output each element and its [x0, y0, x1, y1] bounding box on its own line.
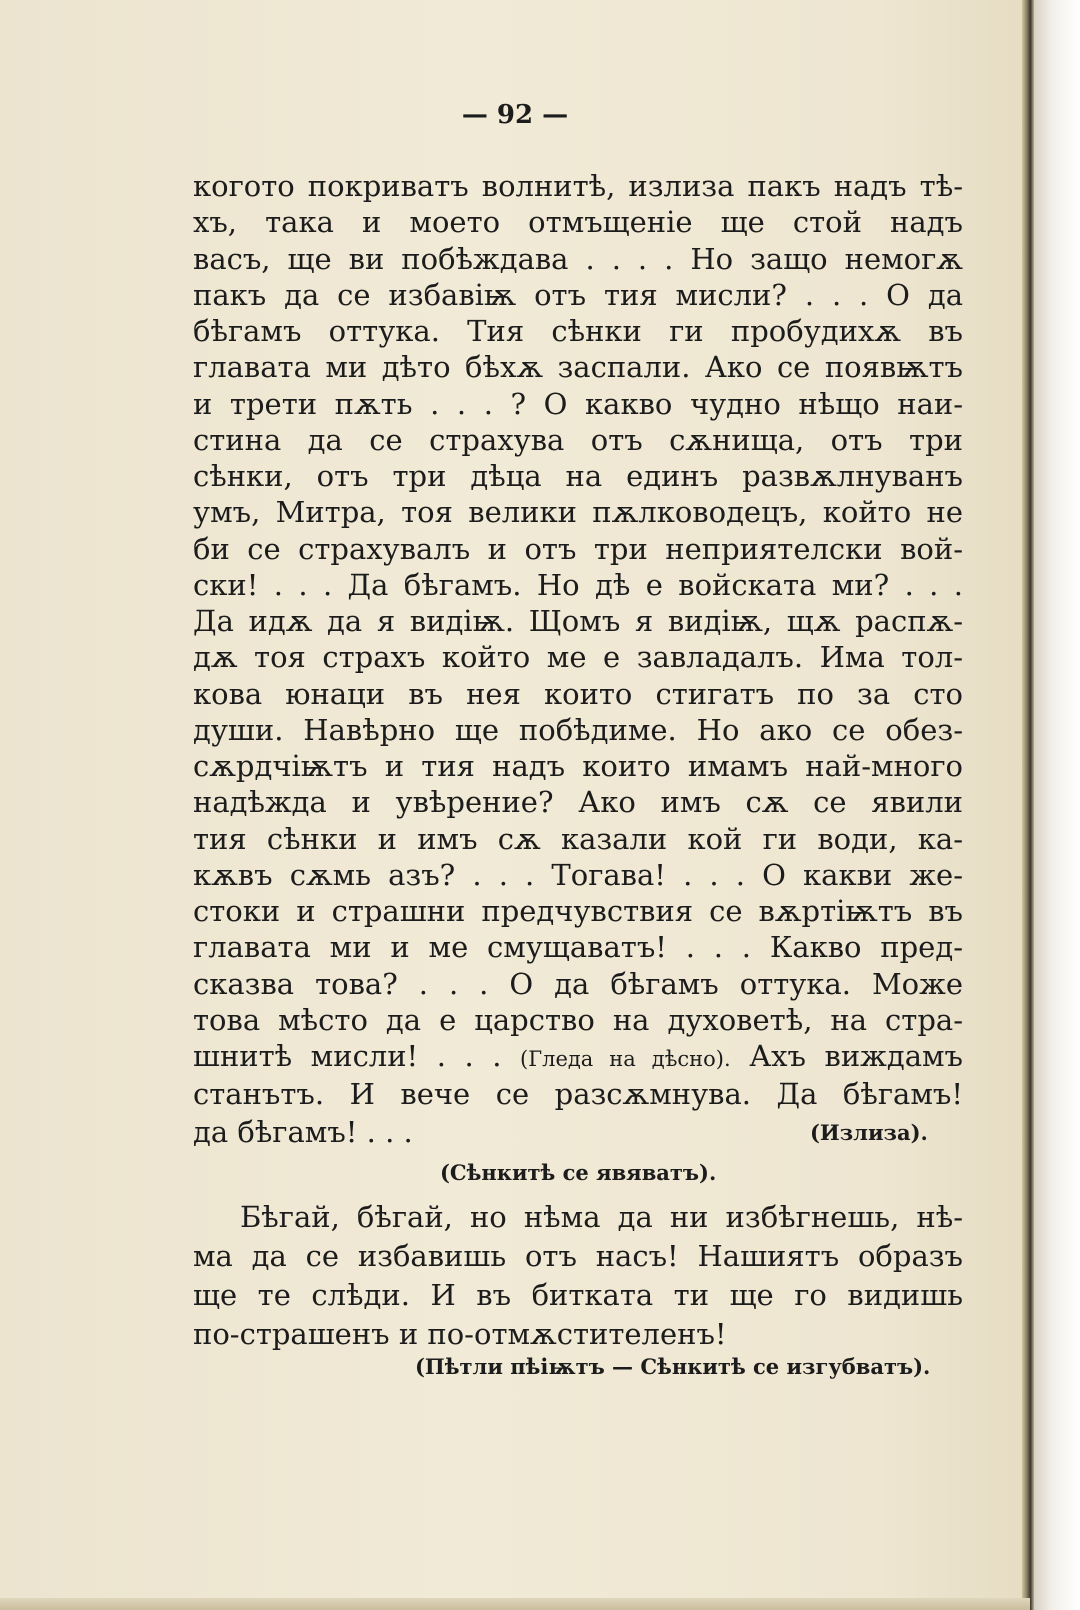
text-line-with-direction — [193, 1037, 963, 1075]
text-line: кова юнаци въ нея които стигатъ по за сто — [193, 676, 963, 711]
text-line: главата ми и ме смущаватъ! . . . Какво пред- — [193, 930, 963, 965]
text-line: това мѣсто да е царство на духоветѣ, на стра- — [193, 1002, 963, 1037]
text-line: васъ, ще ви побѣждава . . . . Но защо немогѫ — [193, 241, 963, 276]
text-line: кѫвъ сѫмь азъ? . . . Тогава! . . . О какви же- — [193, 857, 963, 892]
inline-stage-direction: (Гледа на дѣсно). — [520, 1047, 731, 1071]
text-line: и трети пѫть . . . ? О какво чудно нѣщо наи- — [193, 386, 963, 421]
text-line: ма да се избавишь отъ насъ! Нашиятъ образъ — [193, 1239, 963, 1273]
text-line: души. Навѣрно ще побѣдиме. Но ако се обез- — [193, 712, 963, 747]
text-line-last: да бѣгамъ! . . . — [193, 1115, 413, 1149]
text-line: сказва това? . . . О да бѣгамъ оттука. Може — [193, 966, 963, 1001]
text-line: бѣгамъ оттука. Тия сѣнки ги пробудихѫ въ — [193, 314, 963, 348]
page-number: — 92 — — [461, 100, 569, 130]
text-line: хъ, така и моето отмъщенiе ще стой надъ — [193, 205, 963, 240]
final-stage-direction: (Пѣтли пѣiѭтъ — Сѣнкитѣ се изгубватъ). — [415, 1354, 931, 1379]
shadows-stage-direction: (Сѣнкитѣ се явяватъ). — [440, 1160, 717, 1185]
text-line: стина да се страхува отъ сѫнища, отъ три — [193, 422, 963, 457]
text-line: по-страшенъ и по-отмѫстителенъ! — [193, 1317, 727, 1351]
text-line: би се страхувалъ и отъ три неприятелски вой- — [193, 531, 963, 566]
book-spine — [1022, 0, 1034, 1610]
text-line: ще те слѣди. И въ битката ти ще го видишь — [193, 1278, 963, 1312]
text-line: умъ, Митра, тоя велики пѫлководецъ, който не — [193, 495, 963, 530]
text-line: ски! . . . Да бѣгамъ. Но дѣ е войската ми? . . . — [193, 567, 963, 602]
text-line: стоки и страшни предчувствия се вѫртiѭтъ въ — [193, 894, 963, 928]
paper-bottom-edge — [0, 1598, 1030, 1610]
line-text-before: шнитѣ мисли! . . . — [193, 1039, 502, 1073]
text-line: сѫрдчiѭтъ и тия надъ които имамъ най-много — [193, 749, 963, 783]
text-line: станътъ. И вече се разсѫмнува. Да бѣгамъ! — [193, 1077, 963, 1111]
spine-shadow — [1034, 0, 1080, 1610]
text-line: пакъ да се избавiѭ отъ тия мисли? . . . О да — [193, 277, 963, 312]
text-line: главата ми дѣто бѣхѫ заспали. Ако се появѭтъ — [193, 350, 963, 385]
line-text-after: Ахъ виждамъ — [749, 1039, 963, 1073]
text-line: когото покриватъ волнитѣ, излиза пакъ надъ тѣ- — [193, 169, 963, 203]
text-line: сѣнки, отъ три дѣца на единъ развѫлнуванъ — [193, 459, 963, 493]
text-line: дѫ тоя страхъ който ме е завладалъ. Има тол- — [193, 640, 963, 675]
text-line: надѣжда и увѣрение? Ако имъ сѫ се явили — [193, 785, 963, 820]
text-line: тия сѣнки и имъ сѫ казали кой ги води, ка- — [193, 821, 963, 856]
exit-stage-direction: (Излиза). — [810, 1120, 928, 1145]
text-line: Да идѫ да я видiѭ. Щомъ я видiѭ, щѫ распѫ- — [193, 604, 963, 638]
text-line: Бѣгай, бѣгай, но нѣма да ни избѣгнешь, нѣ- — [240, 1200, 963, 1234]
